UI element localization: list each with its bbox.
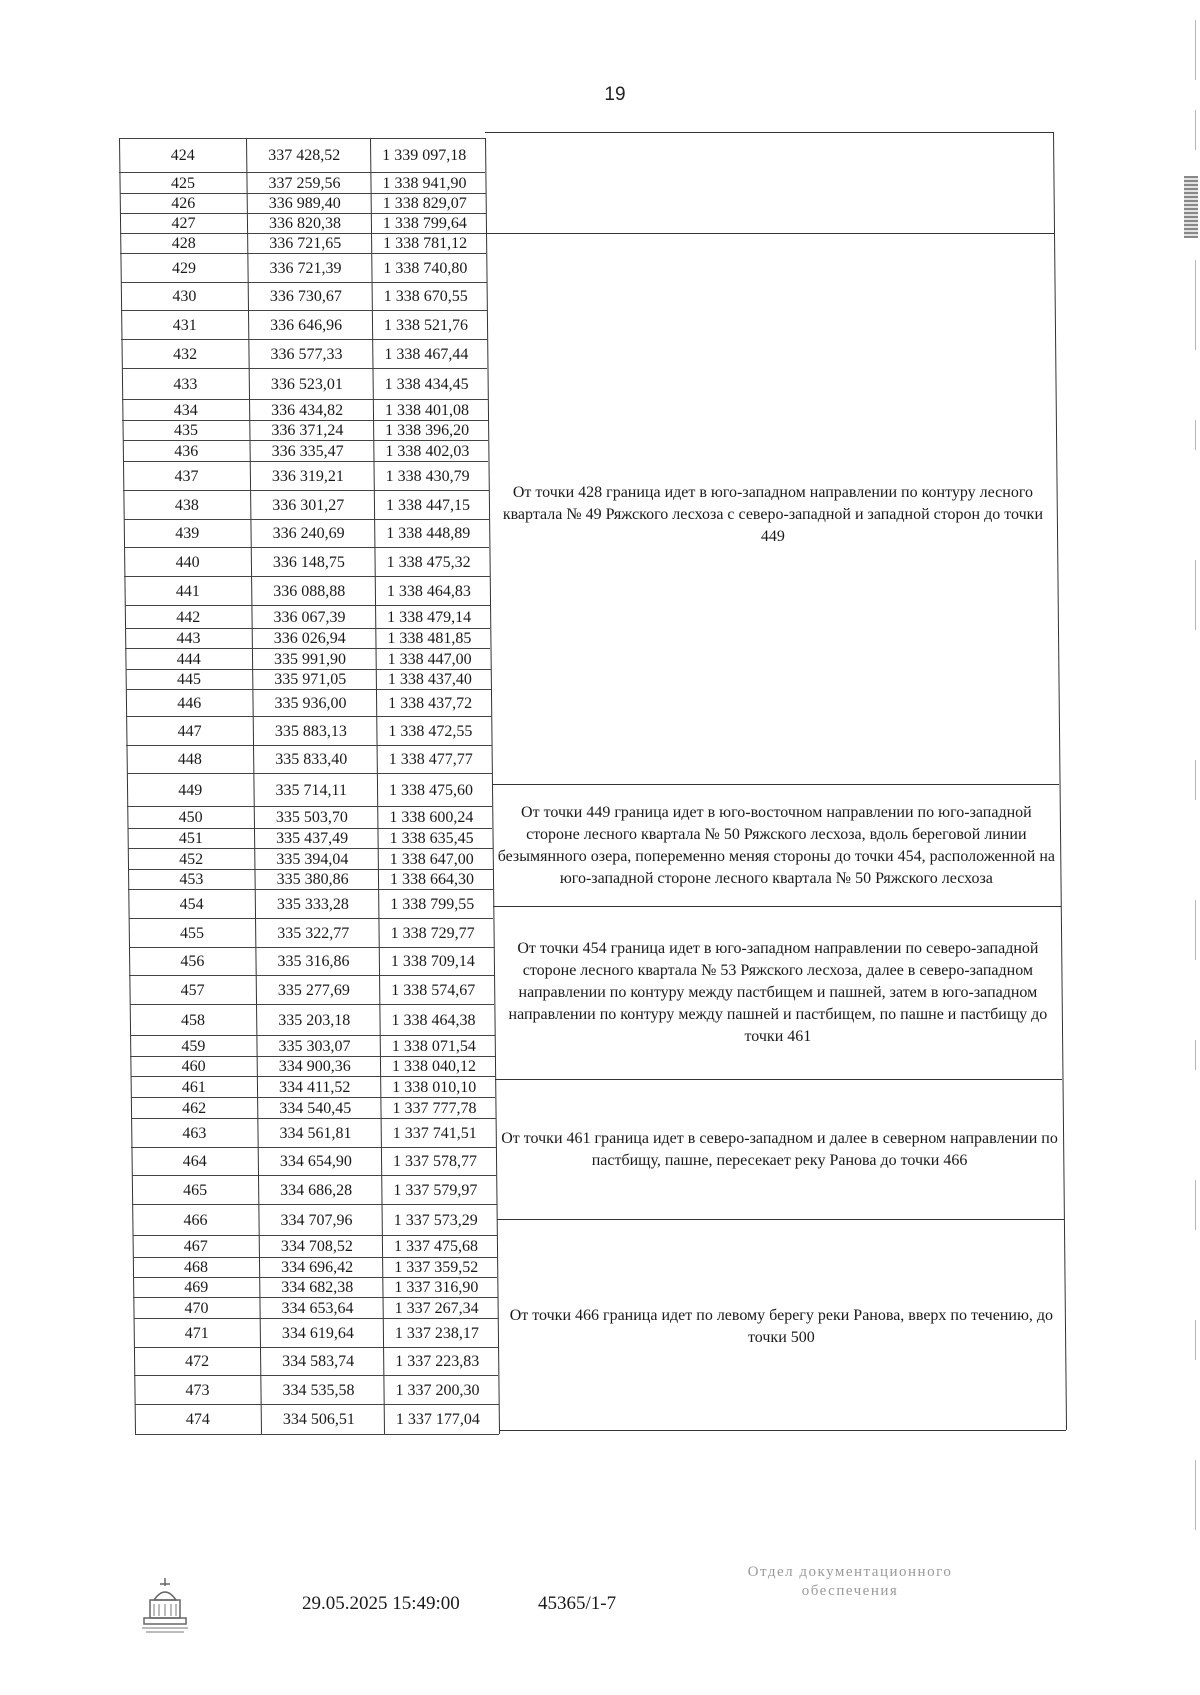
x-coordinate: 336 371,24 [271, 422, 344, 439]
y-coordinate: 1 337 579,97 [393, 1181, 478, 1199]
point-number: 448 [177, 751, 202, 768]
scan-edge-mark [1195, 1180, 1196, 1230]
row-border [126, 669, 491, 670]
x-coordinate: 335 714,11 [275, 781, 347, 799]
row-border [131, 1097, 496, 1098]
row-border [120, 253, 486, 254]
y-coordinate: 1 337 741,51 [392, 1124, 477, 1142]
department-stamp [690, 1563, 1010, 1601]
description-border [499, 1430, 1066, 1431]
x-coordinate: 336 820,38 [268, 215, 341, 232]
x-coordinate: 335 380,86 [276, 871, 349, 888]
point-number: 434 [173, 401, 198, 419]
x-coordinate: 336 646,96 [270, 316, 343, 334]
x-coordinate: 335 936,00 [274, 694, 347, 712]
y-coordinate: 1 338 475,60 [389, 781, 474, 799]
point-number: 442 [176, 608, 201, 626]
point-number: 426 [171, 195, 196, 212]
point-number: 452 [179, 850, 204, 868]
point-number: 438 [174, 496, 199, 514]
x-coordinate: 336 026,94 [273, 630, 346, 647]
x-coordinate: 336 577,33 [270, 345, 343, 363]
description-border [495, 1079, 1062, 1080]
x-coordinate: 336 335,47 [271, 442, 344, 460]
row-border [133, 1277, 497, 1278]
point-number: 451 [178, 830, 203, 847]
y-coordinate: 1 338 402,03 [385, 442, 470, 460]
row-border [132, 1175, 496, 1176]
y-coordinate: 1 338 481,85 [387, 630, 472, 647]
row-border [120, 213, 486, 214]
x-coordinate: 334 696,42 [281, 1259, 354, 1276]
x-coordinate: 335 971,05 [274, 671, 347, 688]
point-number: 432 [173, 345, 198, 363]
row-border [130, 1004, 495, 1005]
y-coordinate: 1 338 434,45 [384, 375, 469, 393]
point-number: 468 [184, 1259, 208, 1276]
y-coordinate: 1 338 437,40 [387, 671, 472, 688]
footer-document-number: 45365/1-7 [538, 1593, 617, 1614]
scan-edge-mark [1195, 20, 1196, 80]
stamp-line-1: Отдел документационного [747, 1564, 953, 1580]
scan-edge-marks [1178, 0, 1200, 1695]
x-coordinate: 334 619,64 [281, 1324, 354, 1342]
row-border [128, 869, 493, 870]
boundary-description: От точки 449 граница идет в юго-восточном направлении по юго-западной стороне лесного квартала № 50 Ряжского лесхоза, вдоль береговой линии безымянного озера, попеременно меняя стороны до точки 454, расположенной на юго-западной стороне лесного квартала № 50 Ряжского лесхоза [497, 804, 1056, 887]
point-number: 459 [181, 1037, 206, 1055]
point-number: 469 [184, 1279, 209, 1296]
point-number: 431 [172, 316, 197, 334]
y-coordinate: 1 338 475,32 [386, 553, 471, 571]
row-border [128, 848, 493, 849]
y-coordinate: 1 339 097,18 [382, 147, 467, 164]
point-number: 447 [177, 722, 202, 740]
y-coordinate: 1 338 464,38 [391, 1011, 476, 1029]
x-coordinate: 335 277,69 [277, 981, 350, 999]
boundary-description: От точки 466 граница идет по левому берегу реки Ранова, вверх по течению, до точки 500 [509, 1307, 1054, 1346]
row-border [127, 806, 492, 807]
y-coordinate: 1 338 010,10 [392, 1078, 477, 1096]
point-number: 444 [176, 650, 201, 668]
row-border [130, 1035, 495, 1036]
emblem-logo [140, 1576, 190, 1636]
point-number: 424 [170, 147, 195, 164]
row-border [123, 440, 489, 441]
x-coordinate: 334 707,96 [280, 1211, 353, 1229]
y-coordinate: 1 338 709,14 [390, 953, 475, 970]
point-number: 467 [183, 1238, 208, 1255]
y-coordinate: 1 337 238,17 [394, 1324, 479, 1342]
x-coordinate: 334 682,38 [281, 1279, 354, 1296]
y-coordinate: 1 338 448,89 [386, 525, 471, 542]
point-number: 457 [180, 981, 205, 999]
x-coordinate: 334 561,81 [279, 1124, 352, 1142]
x-coordinate: 335 303,07 [278, 1037, 351, 1055]
x-coordinate: 337 259,56 [268, 174, 341, 192]
point-number: 437 [174, 467, 199, 485]
point-number: 430 [172, 288, 197, 305]
point-number: 472 [185, 1353, 210, 1370]
x-coordinate: 336 301,27 [272, 496, 345, 514]
scan-edge-mark [1195, 560, 1196, 630]
y-coordinate: 1 338 071,54 [391, 1037, 476, 1055]
row-border [130, 1056, 495, 1057]
table-top-border [485, 132, 1053, 133]
x-coordinate: 335 833,40 [275, 751, 348, 768]
scan-edge-mark [1195, 760, 1196, 800]
x-coordinate: 334 540,45 [279, 1099, 352, 1117]
y-coordinate: 1 338 664,30 [390, 871, 474, 888]
point-number: 464 [182, 1153, 207, 1170]
y-coordinate: 1 338 437,72 [388, 694, 473, 712]
x-coordinate: 334 708,52 [280, 1238, 353, 1255]
x-coordinate: 335 883,13 [274, 722, 347, 740]
x-coordinate: 335 991,90 [274, 650, 347, 668]
description-border [492, 784, 1060, 785]
row-border [129, 947, 494, 948]
point-number: 462 [182, 1099, 207, 1117]
y-coordinate: 1 338 647,00 [389, 850, 474, 868]
description-border [486, 233, 1054, 234]
row-border [122, 399, 488, 400]
y-coordinate: 1 337 573,29 [393, 1211, 478, 1229]
column-border [370, 138, 385, 1434]
row-border [126, 689, 491, 690]
y-coordinate: 1 338 479,14 [387, 608, 472, 626]
row-border [129, 918, 494, 919]
point-number: 460 [181, 1058, 206, 1075]
point-number: 455 [180, 924, 204, 942]
x-coordinate: 334 583,74 [282, 1353, 355, 1370]
row-border [135, 1404, 499, 1405]
point-number: 429 [172, 259, 197, 277]
y-coordinate: 1 337 316,90 [394, 1279, 479, 1296]
row-border [125, 628, 490, 629]
y-coordinate: 1 337 359,52 [394, 1259, 479, 1276]
x-coordinate: 336 721,65 [269, 235, 342, 252]
x-coordinate: 336 730,67 [269, 288, 342, 305]
row-border [121, 339, 487, 340]
x-coordinate: 335 316,86 [277, 953, 350, 970]
x-coordinate: 334 686,28 [280, 1181, 353, 1199]
scan-edge-mark [1195, 420, 1196, 450]
x-coordinate: 336 088,88 [273, 582, 346, 600]
y-coordinate: 1 338 464,83 [386, 582, 471, 600]
y-coordinate: 1 337 177,04 [395, 1411, 480, 1428]
point-number: 440 [175, 553, 200, 571]
column-border [485, 138, 500, 1434]
description-border [497, 1219, 1064, 1220]
point-number: 425 [171, 174, 196, 192]
scan-artifact [1184, 176, 1198, 238]
y-coordinate: 1 338 396,20 [385, 422, 470, 439]
row-border [124, 547, 489, 548]
x-coordinate: 335 503,70 [275, 809, 348, 826]
point-number: 456 [180, 953, 205, 970]
scan-edge-mark [1195, 1040, 1196, 1070]
boundary-description: От точки 454 граница идет в юго-западном направлении по северо-западной стороне лесного квартала № 53 Ряжского лесхоза, далее в северо-западном направлении по контуру между пастбищем и пашней, затем в юго-западном направлении по контуру между пашней и пастбищем, по пашне и пастбищу до точки 461 [508, 940, 1048, 1045]
x-coordinate: 335 333,28 [276, 895, 349, 913]
scan-edge-mark [1195, 1320, 1196, 1360]
x-coordinate: 336 434,82 [271, 401, 344, 419]
y-coordinate: 1 338 941,90 [382, 174, 467, 192]
y-coordinate: 1 337 578,77 [393, 1153, 478, 1170]
scan-edge-mark [1195, 1460, 1196, 1530]
point-number: 471 [184, 1324, 209, 1342]
row-border [134, 1375, 498, 1376]
row-border [120, 233, 486, 234]
x-coordinate: 334 900,36 [278, 1058, 351, 1075]
y-coordinate: 1 338 670,55 [383, 288, 468, 305]
x-coordinate: 336 148,75 [272, 553, 345, 571]
row-border [124, 519, 489, 520]
row-border [120, 193, 486, 194]
coordinates-table [120, 144, 1150, 1542]
point-number: 453 [179, 871, 204, 888]
row-border [125, 605, 490, 606]
row-border [133, 1235, 497, 1236]
y-coordinate: 1 337 267,34 [394, 1299, 479, 1317]
table-right-border [1053, 132, 1067, 1430]
point-number: 441 [175, 582, 200, 600]
row-border [132, 1204, 496, 1205]
row-border [122, 368, 488, 369]
y-coordinate: 1 338 430,79 [385, 467, 470, 485]
y-coordinate: 1 338 477,77 [388, 751, 473, 768]
row-border [126, 716, 491, 717]
y-coordinate: 1 338 740,80 [383, 259, 468, 277]
x-coordinate: 336 319,21 [271, 467, 344, 485]
point-number: 428 [171, 235, 196, 252]
point-number: 465 [183, 1181, 208, 1199]
point-number: 466 [183, 1211, 208, 1229]
y-coordinate: 1 338 401,08 [384, 401, 469, 419]
row-border [128, 828, 493, 829]
row-border [131, 1147, 495, 1148]
y-coordinate: 1 337 777,78 [392, 1099, 477, 1117]
x-coordinate: 336 240,69 [272, 525, 345, 542]
point-number: 458 [181, 1011, 206, 1029]
scan-edge-mark [1195, 260, 1196, 350]
row-border [131, 1118, 495, 1119]
point-number: 454 [179, 895, 204, 913]
row-border [119, 172, 485, 173]
y-coordinate: 1 338 472,55 [388, 722, 473, 740]
row-border [119, 138, 485, 139]
y-coordinate: 1 338 447,00 [387, 650, 472, 668]
x-coordinate: 335 203,18 [278, 1011, 351, 1029]
x-coordinate: 336 989,40 [268, 195, 341, 212]
point-number: 446 [177, 694, 202, 712]
point-number: 463 [182, 1124, 207, 1142]
y-coordinate: 1 337 475,68 [393, 1238, 478, 1255]
x-coordinate: 335 394,04 [276, 850, 349, 868]
point-number: 449 [178, 781, 203, 799]
x-coordinate: 336 067,39 [273, 608, 346, 626]
y-coordinate: 1 338 600,24 [389, 809, 474, 826]
row-border [133, 1297, 497, 1298]
y-coordinate: 1 338 799,64 [382, 215, 467, 232]
y-coordinate: 1 338 467,44 [384, 345, 469, 363]
row-border [126, 745, 491, 746]
row-border [131, 1076, 496, 1077]
boundary-description: От точки 428 граница идет в юго-западном направлении по контуру лесного квартала № 49 Ряжского лесхоза с северо-западной и западной сторон до точки 449 [502, 484, 1043, 545]
y-coordinate: 1 338 040,12 [392, 1058, 477, 1075]
row-border [121, 282, 487, 283]
stamp-line-2: обеспечения [801, 1583, 899, 1599]
point-number: 473 [185, 1381, 210, 1399]
y-coordinate: 1 338 729,77 [390, 924, 475, 942]
point-number: 433 [173, 375, 198, 393]
point-number: 450 [178, 809, 203, 826]
x-coordinate: 334 653,64 [281, 1299, 354, 1317]
row-border [121, 310, 487, 311]
y-coordinate: 1 337 200,30 [395, 1381, 480, 1399]
x-coordinate: 335 437,49 [276, 830, 349, 847]
y-coordinate: 1 337 223,83 [395, 1353, 480, 1370]
point-number: 470 [184, 1299, 209, 1317]
point-number: 439 [175, 525, 200, 542]
x-coordinate: 335 322,77 [277, 924, 350, 942]
x-coordinate: 334 535,58 [282, 1381, 355, 1399]
x-coordinate: 334 506,51 [282, 1411, 355, 1428]
y-coordinate: 1 338 829,07 [382, 195, 467, 212]
point-number: 443 [176, 630, 201, 647]
row-border [129, 975, 494, 976]
y-coordinate: 1 338 781,12 [383, 235, 468, 252]
x-coordinate: 334 411,52 [278, 1078, 351, 1096]
x-coordinate: 337 428,52 [268, 147, 341, 164]
scan-edge-mark [1195, 900, 1196, 960]
footer-datetime: 29.05.2025 15:49:00 [302, 1593, 460, 1614]
point-number: 461 [181, 1078, 206, 1096]
page-number: 19 [604, 84, 626, 105]
row-border [128, 889, 493, 890]
row-border [127, 773, 492, 774]
y-coordinate: 1 338 521,76 [384, 316, 469, 334]
row-border [134, 1318, 498, 1319]
row-border [125, 648, 490, 649]
boundary-description: От точки 461 граница идет в северо-западном и далее в северном направлении по пастбищу, пашне, пересекает реку Ранова до точки 466 [501, 1130, 1058, 1169]
y-coordinate: 1 338 635,45 [389, 830, 474, 847]
point-number: 427 [171, 215, 196, 232]
row-border [123, 461, 489, 462]
y-coordinate: 1 338 574,67 [391, 981, 476, 999]
row-border [122, 420, 488, 421]
point-number: 445 [176, 671, 201, 688]
scan-edge-mark [1195, 110, 1196, 150]
y-coordinate: 1 338 799,55 [390, 895, 475, 913]
description-border [493, 906, 1060, 907]
point-number: 435 [173, 422, 198, 439]
point-number: 474 [185, 1411, 210, 1428]
row-border [134, 1347, 498, 1348]
x-coordinate: 336 523,01 [270, 375, 343, 393]
point-number: 436 [174, 442, 199, 460]
x-coordinate: 334 654,90 [279, 1153, 352, 1170]
y-coordinate: 1 338 447,15 [385, 496, 470, 514]
row-border [133, 1257, 497, 1258]
row-border [123, 490, 488, 491]
x-coordinate: 336 721,39 [269, 259, 342, 277]
row-border [135, 1434, 499, 1435]
row-border [124, 576, 489, 577]
